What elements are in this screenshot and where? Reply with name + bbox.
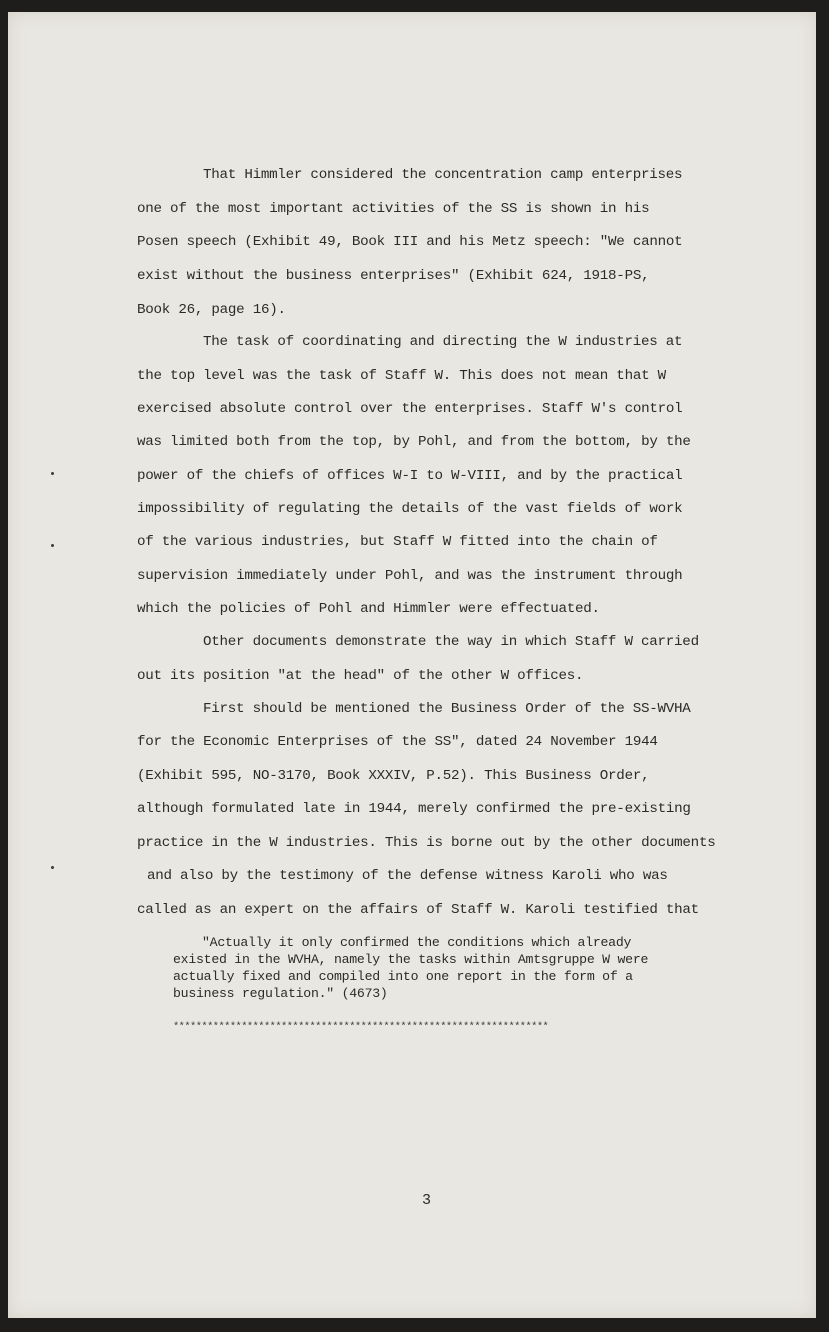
text-line: The task of coordinating and directing the W industries at [203,334,683,350]
text-line: out its position "at the head" of the other W offices. [137,668,584,684]
text-line: Posen speech (Exhibit 49, Book III and his Metz speech: "We cannot [137,234,683,250]
text-line: Other documents demonstrate the way in which Staff W carried [203,634,699,650]
document-page [8,12,816,1318]
text-line: Book 26, page 16). [137,302,286,318]
text-line: which the policies of Pohl and Himmler were effectuated. [137,601,600,617]
text-line: of the various industries, but Staff W fitted into the chain of [137,534,658,550]
text-line: one of the most important activities of the SS is shown in his [137,201,650,217]
page-number: 3 [422,1192,431,1209]
margin-mark [51,866,54,869]
text-line: for the Economic Enterprises of the SS", dated 24 November 1944 [137,734,658,750]
quote-line: actually fixed and compiled into one report in the form of a [173,969,633,984]
text-line: That Himmler considered the concentration camp enterprises [203,167,683,183]
text-line: (Exhibit 595, NO-3170, Book XXXIV, P.52). This Business Order, [137,768,650,784]
text-line: called as an expert on the affairs of Staff W. Karoli testified that [137,902,699,918]
quote-line: "Actually it only confirmed the conditions which already [202,935,632,950]
margin-mark [51,472,54,475]
text-line: and also by the testimony of the defense witness Karoli who was [147,868,668,884]
text-line: First should be mentioned the Business Order of the SS-WVHA [203,701,691,717]
text-line: although formulated late in 1944, merely confirmed the pre-existing [137,801,691,817]
text-line: the top level was the task of Staff W. This does not mean that W [137,368,666,384]
asterisk-separator: ****************************************************************** [173,1021,549,1033]
quote-line: business regulation." (4673) [173,986,388,1001]
text-line: exist without the business enterprises" (Exhibit 624, 1918-PS, [137,268,650,284]
text-line: exercised absolute control over the enterprises. Staff W's control [137,401,683,417]
text-line: practice in the W industries. This is borne out by the other documents [137,835,716,851]
quote-line: existed in the WVHA, namely the tasks within Amtsgruppe W were [173,952,649,967]
margin-mark [51,544,54,547]
text-line: power of the chiefs of offices W-I to W-VIII, and by the practical [137,468,683,484]
text-line: supervision immediately under Pohl, and was the instrument through [137,568,683,584]
text-line: was limited both from the top, by Pohl, and from the bottom, by the [137,434,691,450]
text-line: impossibility of regulating the details of the vast fields of work [137,501,683,517]
